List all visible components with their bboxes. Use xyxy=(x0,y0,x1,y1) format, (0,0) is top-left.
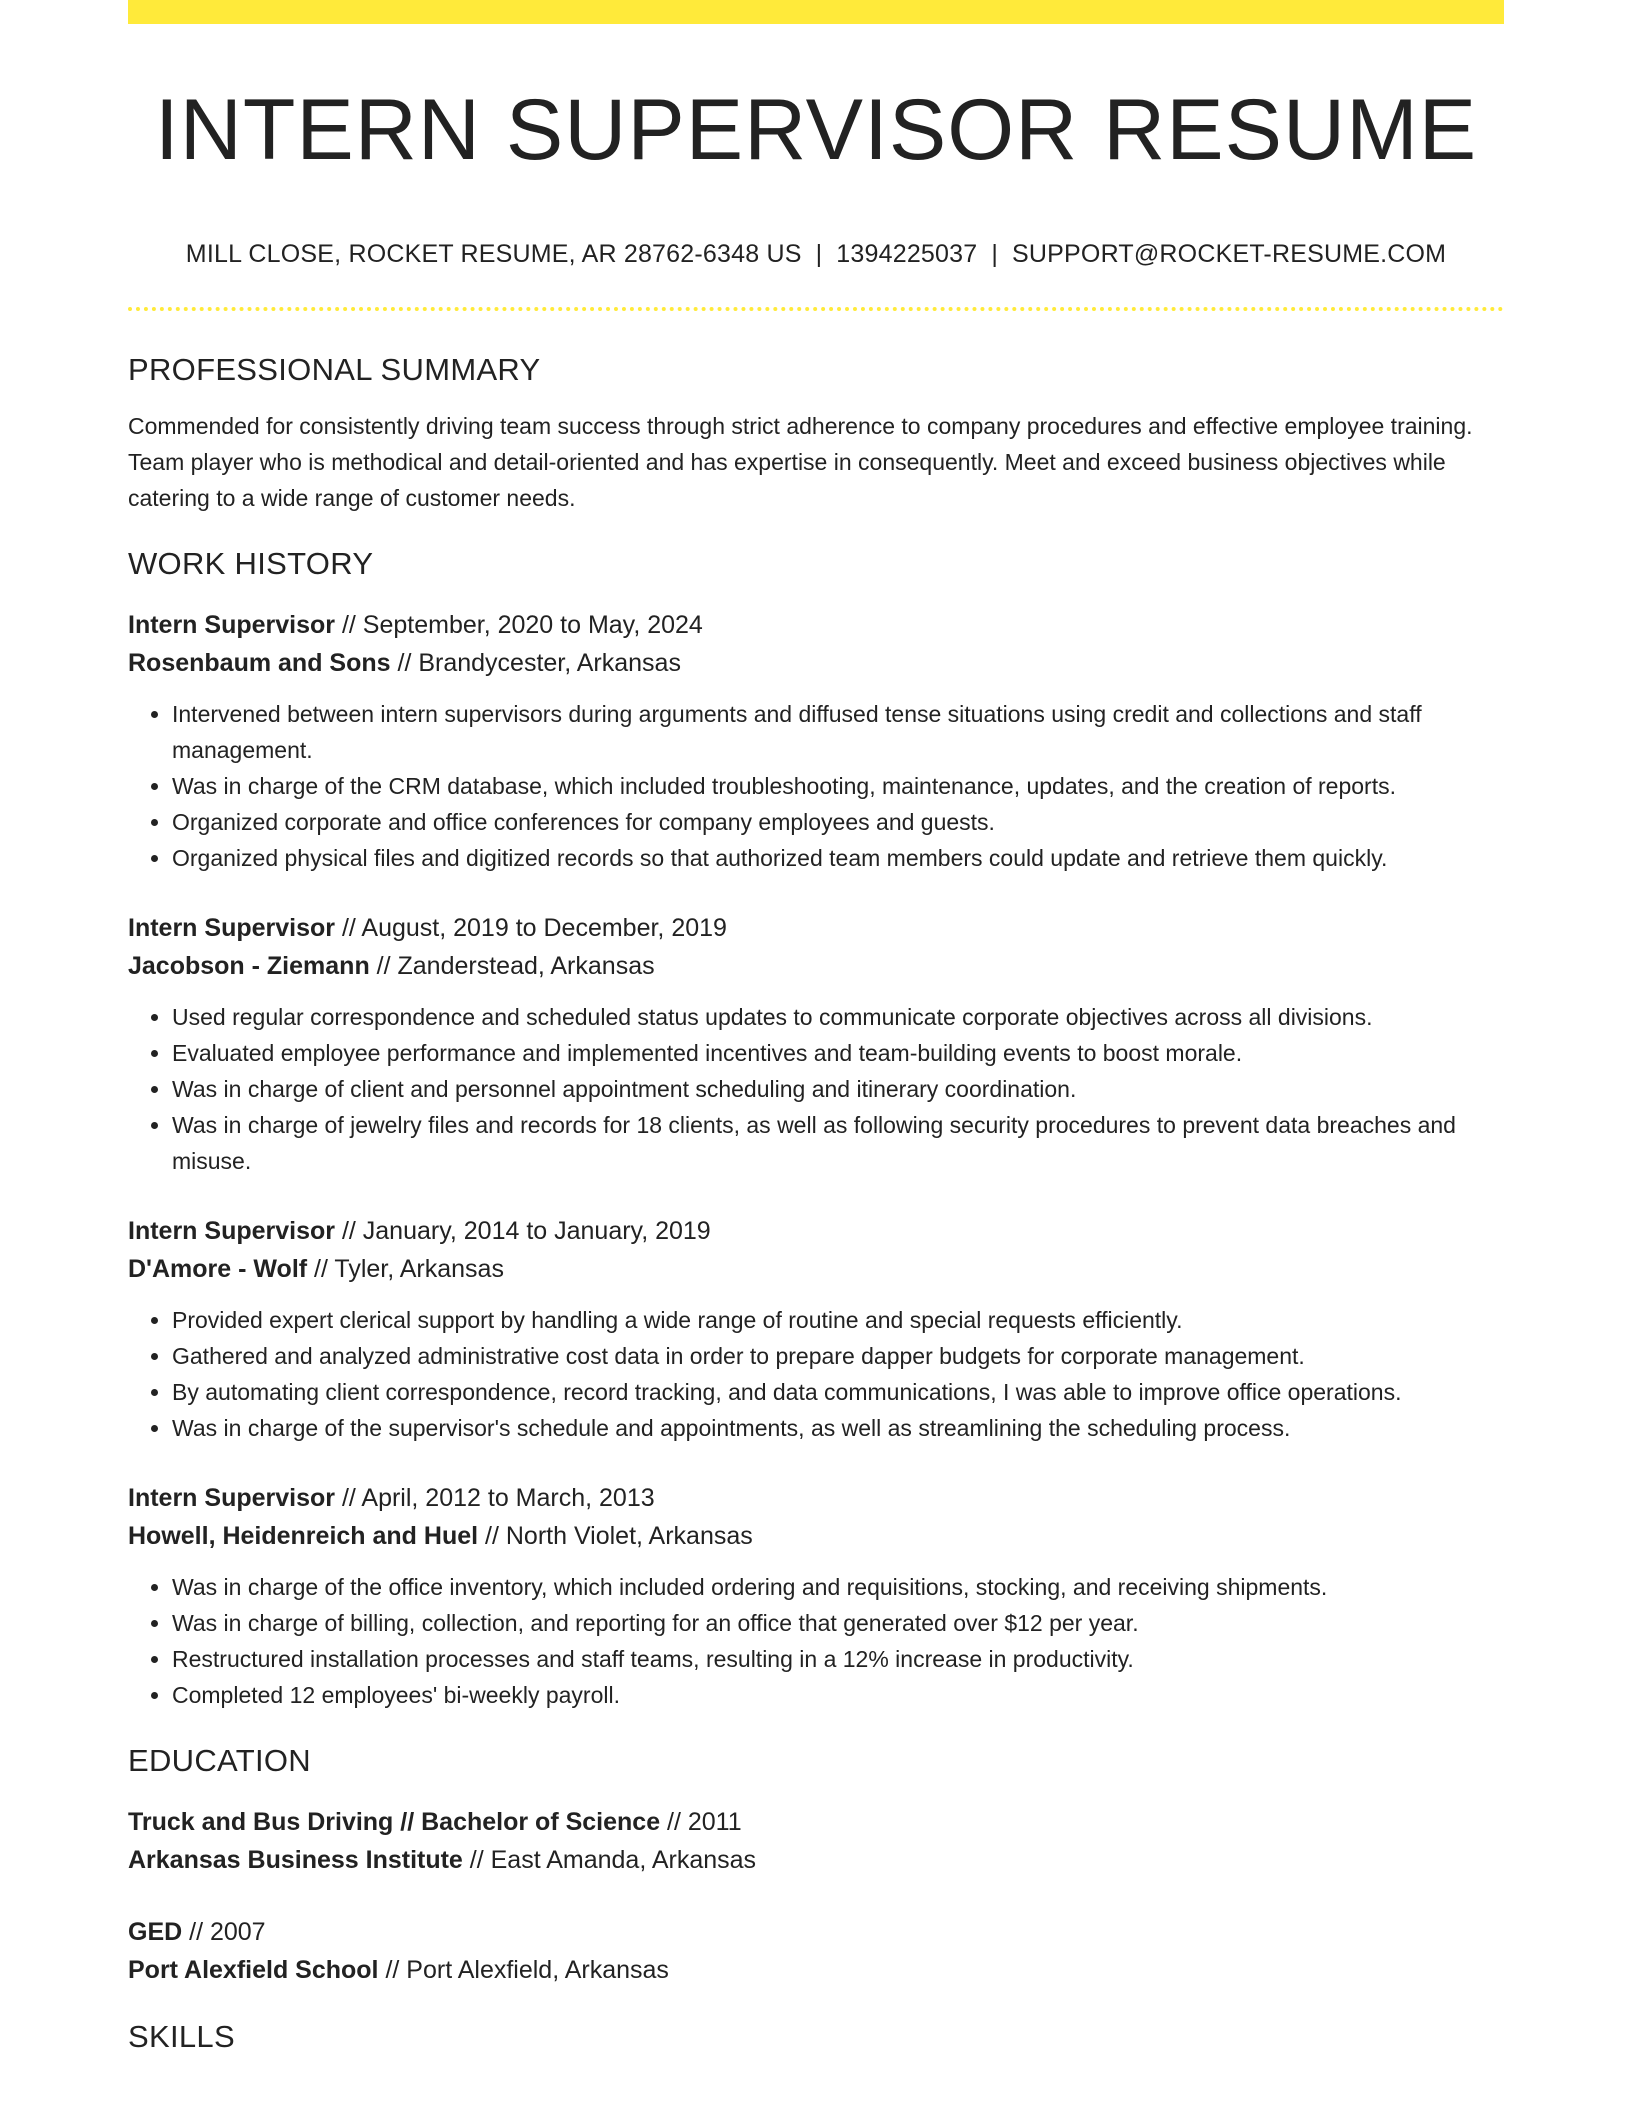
education-location: // Port Alexfield, Arkansas xyxy=(378,1956,669,1984)
job-bullets xyxy=(128,1569,1504,1713)
summary-text: Commended for consistently driving team success through strict adherence to company procedures and effective employee training. Team player who is methodical and detail-oriented and has expertise in consequently. Meet and exceed business objectives while catering to a wide range of customer needs. xyxy=(128,413,1473,511)
job-bullets xyxy=(128,1302,1504,1446)
job-company-line xyxy=(128,1250,1504,1288)
education-degree-line xyxy=(128,1913,1504,1951)
professional-summary-section xyxy=(128,350,1504,516)
contact-separator: | xyxy=(991,240,999,268)
section-heading-work-history: WORK HISTORY xyxy=(128,546,374,581)
job-title: Intern Supervisor xyxy=(128,914,335,942)
job-title: Intern Supervisor xyxy=(128,611,335,639)
education-section xyxy=(128,1741,1504,1989)
job-title-line xyxy=(128,1212,1504,1250)
job-title-line xyxy=(128,909,1504,947)
job-company: D'Amore - Wolf xyxy=(128,1255,308,1283)
job-company: Howell, Heidenreich and Huel xyxy=(128,1522,479,1550)
section-heading-education: EDUCATION xyxy=(128,1743,311,1778)
resume-title: INTERN SUPERVISOR RESUME xyxy=(154,82,1478,178)
job-dates: // August, 2019 to December, 2019 xyxy=(335,914,727,942)
job-location: // North Violet, Arkansas xyxy=(478,1522,753,1550)
job-location: // Tyler, Arkansas xyxy=(307,1255,504,1283)
job-bullet: • Used regular correspondence and scheduled status updates to communicate corporate objectives across all divisions. xyxy=(172,999,1504,1035)
skills-section xyxy=(128,2017,1504,2057)
section-heading-skills: SKILLS xyxy=(128,2019,235,2054)
contact-address: MILL CLOSE, ROCKET RESUME, AR 28762-6348 US xyxy=(185,240,802,268)
job-bullet: • By automating client correspondence, record tracking, and data communications, I was able to improve office operations. xyxy=(172,1374,1504,1410)
education-location: // East Amanda, Arkansas xyxy=(462,1846,757,1874)
header-divider xyxy=(128,307,1504,311)
work-history-section xyxy=(128,544,1504,1713)
accent-bar xyxy=(128,0,1504,24)
contact-separator: | xyxy=(815,240,823,268)
job-bullet: • Was in charge of client and personnel appointment scheduling and itinerary coordination. xyxy=(172,1071,1504,1107)
job-bullet: • Evaluated employee performance and implemented incentives and team-building events to boost morale. xyxy=(172,1035,1504,1071)
job-entry xyxy=(128,1212,1504,1446)
job-entry xyxy=(128,909,1504,1179)
job-bullet: • Was in charge of the office inventory, which included ordering and requisitions, stocking, and receiving shipments. xyxy=(172,1569,1504,1605)
job-bullet: • Gathered and analyzed administrative cost data in order to prepare dapper budgets for corporate management. xyxy=(172,1338,1504,1374)
job-dates: // April, 2012 to March, 2013 xyxy=(335,1484,655,1512)
education-school: Port Alexfield School xyxy=(128,1956,379,1984)
job-bullet: • Organized physical files and digitized records so that authorized team members could update and retrieve them quickly. xyxy=(172,840,1504,876)
job-bullet: • Was in charge of the CRM database, which included troubleshooting, maintenance, updates, and the creation of reports. xyxy=(172,768,1504,804)
education-entry xyxy=(128,1913,1504,1989)
section-heading-summary: PROFESSIONAL SUMMARY xyxy=(128,352,541,387)
resume-body xyxy=(128,350,1504,2057)
contact-email: SUPPORT@ROCKET-RESUME.COM xyxy=(1012,240,1447,268)
education-year: // 2011 xyxy=(660,1808,742,1836)
job-title: Intern Supervisor xyxy=(128,1217,335,1245)
job-bullet: • Was in charge of billing, collection, and reporting for an office that generated over $12 per year. xyxy=(172,1605,1504,1641)
job-title-line xyxy=(128,606,1504,644)
education-school: Arkansas Business Institute xyxy=(128,1846,463,1874)
job-company-line xyxy=(128,947,1504,985)
job-bullets xyxy=(128,696,1504,876)
education-school-line xyxy=(128,1951,1504,1989)
job-bullet: • Organized corporate and office conferences for company employees and guests. xyxy=(172,804,1504,840)
education-degree-line xyxy=(128,1803,1504,1841)
job-location: // Zanderstead, Arkansas xyxy=(369,952,655,980)
contact-phone: 1394225037 xyxy=(836,240,978,268)
education-degree: GED xyxy=(128,1918,183,1946)
job-bullet: • Provided expert clerical support by handling a wide range of routine and special requests efficiently. xyxy=(172,1302,1504,1338)
job-company-line xyxy=(128,1517,1504,1555)
job-entry xyxy=(128,1479,1504,1713)
job-location: // Brandycester, Arkansas xyxy=(390,649,681,677)
job-dates: // September, 2020 to May, 2024 xyxy=(335,611,703,639)
job-title-line xyxy=(128,1479,1504,1517)
job-bullets xyxy=(128,999,1504,1179)
job-company: Rosenbaum and Sons xyxy=(128,649,391,677)
job-bullet: • Completed 12 employees' bi-weekly payroll. xyxy=(172,1677,1504,1713)
education-degree: Truck and Bus Driving // Bachelor of Science xyxy=(128,1808,661,1836)
contact-line xyxy=(128,236,1504,272)
job-bullet: • Was in charge of jewelry files and records for 18 clients, as well as following security procedures to prevent data breaches and misuse. xyxy=(172,1107,1504,1179)
job-company-line xyxy=(128,644,1504,682)
education-school-line xyxy=(128,1841,1504,1879)
job-bullet: • Was in charge of the supervisor's schedule and appointments, as well as streamlining the scheduling process. xyxy=(172,1410,1504,1446)
job-bullet: • Restructured installation processes and staff teams, resulting in a 12% increase in productivity. xyxy=(172,1641,1504,1677)
education-year: // 2007 xyxy=(182,1918,266,1946)
job-company: Jacobson - Ziemann xyxy=(128,952,370,980)
job-dates: // January, 2014 to January, 2019 xyxy=(335,1217,711,1245)
job-entry xyxy=(128,606,1504,876)
job-bullet: • Intervened between intern supervisors during arguments and diffused tense situations using credit and collections and staff management. xyxy=(172,696,1504,768)
job-title: Intern Supervisor xyxy=(128,1484,335,1512)
education-entry xyxy=(128,1803,1504,1879)
